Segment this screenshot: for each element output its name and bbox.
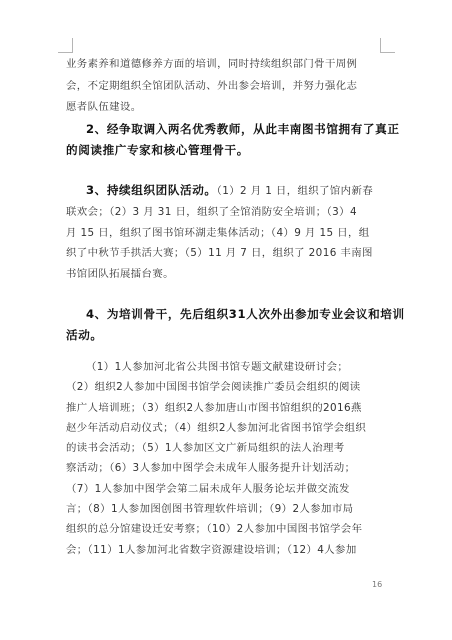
item-3-text: （1）2 月 1 日，组织了馆内新春 [216, 185, 374, 197]
item-4-line: 活动。 [66, 328, 103, 342]
training-line: （2）组织2人参加中国图书馆学会阅读推广委员会组织的阅读 [66, 381, 361, 394]
training-line: 言；（8）1人参加图创图书管理软件培训；（9）2人参加市局 [66, 503, 354, 516]
item-3-paragraph [66, 180, 390, 285]
training-line: （1）1人参加河北省公共图书馆专题文献建设研讨会； [86, 361, 349, 373]
item-2-paragraph [66, 119, 400, 161]
item-2-line: 2、经争取调入两名优秀教师，从此丰南图书馆拥有了真正 [86, 122, 400, 136]
training-line: 推广人培训班；（3）组织2人参加唐山市图书馆组织的2016燕 [66, 401, 362, 414]
text-line: 联欢会；（2）3 月 31 日，组织了全馆消防安全培训；（3）4 [66, 205, 357, 218]
text-line: 业务素养和道德修养方面的培训，同时持续组织部门骨干周例 [66, 58, 358, 70]
training-line: 组织的总分馆建设迁安考察；（10）2人参加中国图书馆学会年 [66, 523, 363, 536]
item-4-line: 4、为培训骨干，先后组织31人次外出参加专业会议和培训 [86, 307, 405, 321]
training-line: 的读书会活动；（5）1人参加区文广新局组织的法人治理考 [66, 442, 345, 455]
text-line: 愿者队伍建设。 [66, 101, 142, 113]
crop-mark-top-left [58, 38, 73, 53]
text-line: 月 15 日，组织了图书馆环湖走集体活动；（4）9 月 15 日，组 [66, 226, 370, 239]
text-line [66, 180, 390, 202]
text-line: 织了中秋节手拱活大赛；（5）11 月 7 日，组织了 2016 丰南图 [66, 247, 373, 260]
page-number: 16 [372, 580, 383, 589]
item-4-paragraph [66, 304, 405, 346]
training-list-paragraph [66, 357, 390, 560]
training-line: 赵少年活动启动仪式；（4）组织2人参加河北省图书馆学会组织 [66, 421, 367, 434]
training-line: 察活动；（6）3人参加中图学会未成年人服务提升计划活动； [66, 462, 356, 475]
item-2-line: 的阅读推广专家和核心管理骨干。 [66, 143, 249, 157]
training-line: 会；（11）1人参加河北省数字资源建设培训；（12）4人参加 [66, 543, 357, 556]
text-line: 书馆团队拓展擂台赛。 [66, 268, 174, 281]
text-line: 会，不定期组织全馆团队活动、外出参会培训，并努力强化志 [66, 79, 358, 92]
item-3-heading: 3、持续组织团队活动。 [86, 183, 217, 197]
crop-mark-top-right [380, 38, 395, 53]
training-line: （7）1人参加中图学会第二届未成年人服务论坛并做交流发 [66, 482, 350, 495]
top-paragraph [66, 54, 390, 119]
